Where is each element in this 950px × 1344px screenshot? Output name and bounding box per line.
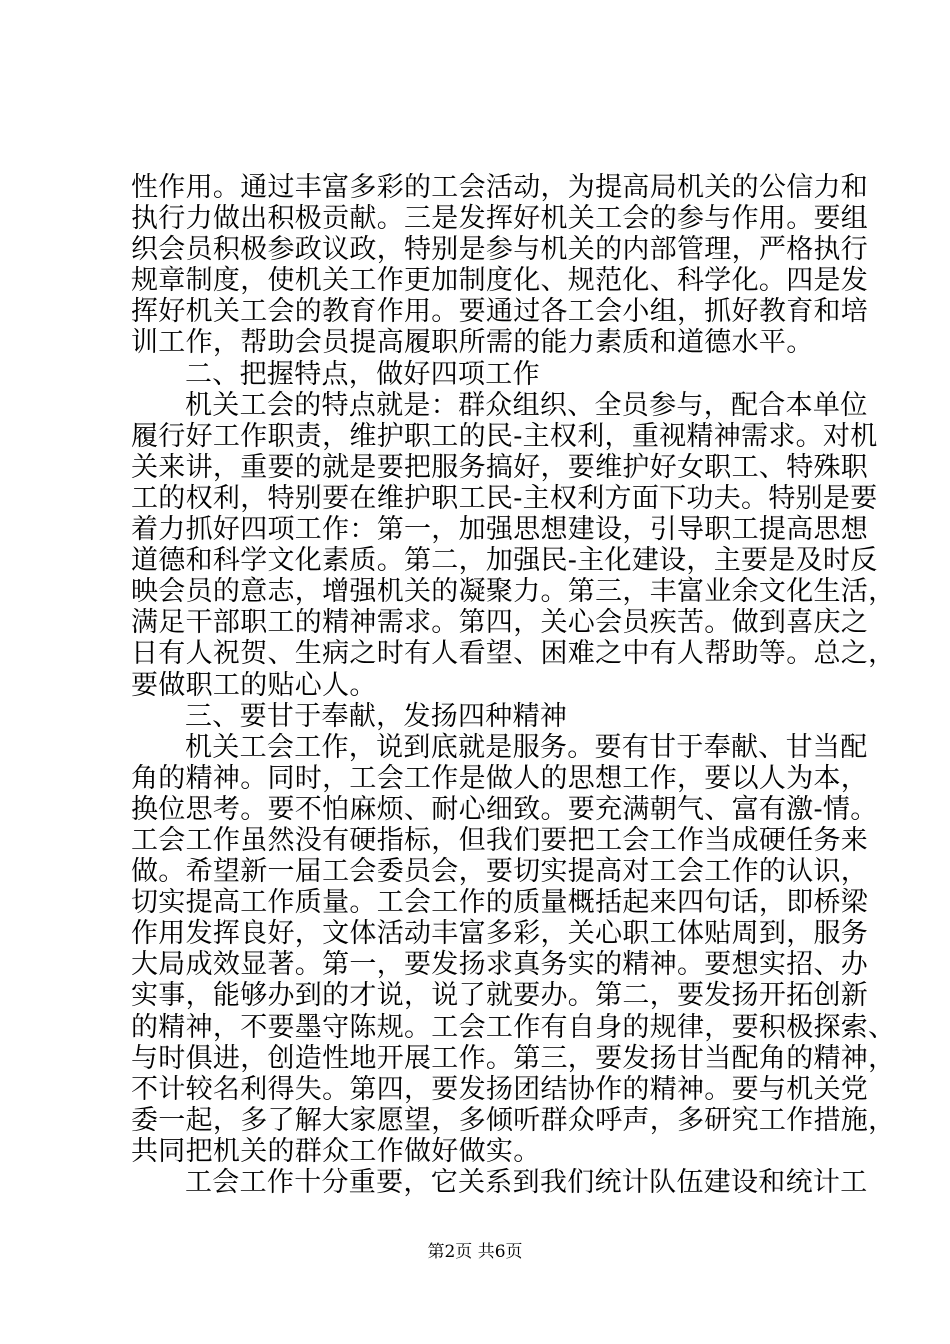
text-line: 道德和科学文化素质。第二，加强民-主化建设，主要是及时反 bbox=[131, 545, 878, 577]
text-line: 二、把握特点，做好四项工作 bbox=[185, 358, 540, 390]
text-line: 性作用。通过丰富多彩的工会活动，为提高局机关的公信力和 bbox=[131, 172, 869, 203]
text-line: 履行好工作职责，维护职工的民-主权利，重视精神需求。对机 bbox=[131, 420, 878, 452]
text-line: 做。希望新一届工会委员会，要切实提高对工会工作的认识， bbox=[131, 856, 869, 888]
text-line: 切实提高工作质量。工会工作的质量概括起来四句话，即桥梁 bbox=[131, 887, 869, 919]
text-line: 工的权利，特别要在维护职工民-主权利方面下功夫。特别是要 bbox=[131, 482, 878, 514]
text-line: 换位思考。要不怕麻烦、耐心细致。要充满朝气、富有激-情。 bbox=[131, 793, 878, 825]
text-line: 与时俱进，创造性地开展工作。第三，要发扬甘当配角的精神， bbox=[131, 1042, 896, 1074]
text-line: 大局成效显著。第一，要发扬求真务实的精神。要想实招、办 bbox=[131, 949, 869, 981]
text-line: 工会工作十分重要，它关系到我们统计队伍建设和统计工 bbox=[185, 1167, 868, 1198]
text-line: 机关工会工作，说到底就是服务。要有甘于奉献、甘当配 bbox=[185, 731, 868, 763]
text-line: 工会工作虽然没有硬指标，但我们要把工会工作当成硬任务来 bbox=[131, 824, 869, 856]
text-line: 委一起，多了解大家愿望，多倾听群众呼声，多研究工作措施， bbox=[131, 1104, 896, 1136]
text-line: 着力抓好四项工作：第一，加强思想建设，引导职工提高思想 bbox=[131, 514, 869, 546]
text-line: 共同把机关的群众工作做好做实。 bbox=[131, 1135, 541, 1167]
text-line: 角的精神。同时，工会工作是做人的思想工作，要以人为本， bbox=[131, 762, 869, 794]
text-line: 织会员积极参政议政，特别是参与机关的内部管理，严格执行 bbox=[131, 234, 869, 266]
text-line: 规章制度，使机关工作更加制度化、规范化、科学化。四是发 bbox=[131, 265, 869, 297]
text-line: 训工作，帮助会员提高履职所需的能力素质和道德水平。 bbox=[131, 327, 814, 359]
text-line: 映会员的意志，增强机关的凝聚力。第三，丰富业余文化生活， bbox=[131, 576, 896, 608]
text-line: 满足干部职工的精神需求。第四，关心会员疾苦。做到喜庆之 bbox=[131, 607, 869, 639]
page-number-label: 第2页 共6页 bbox=[427, 1242, 523, 1262]
document-body bbox=[131, 172, 896, 1198]
text-line: 挥好机关工会的教育作用。要通过各工会小组，抓好教育和培 bbox=[131, 296, 869, 328]
text-line: 机关工会的特点就是：群众组织、全员参与，配合本单位 bbox=[185, 389, 868, 421]
text-line: 要做职工的贴心人。 bbox=[131, 669, 377, 701]
text-line: 关来讲，重要的就是要把服务搞好，要维护好女职工、特殊职 bbox=[131, 451, 869, 483]
text-line: 不计较名利得失。第四，要发扬团结协作的精神。要与机关党 bbox=[131, 1073, 869, 1105]
page-footer bbox=[0, 1241, 950, 1263]
text-line: 的精神，不要墨守陈规。工会工作有自身的规律，要积极探索、 bbox=[131, 1011, 896, 1043]
text-line: 执行力做出积极贡献。三是发挥好机关工会的参与作用。要组 bbox=[131, 203, 869, 235]
text-line: 日有人祝贺、生病之时有人看望、困难之中有人帮助等。总之， bbox=[131, 638, 896, 670]
text-line: 三、要甘于奉献，发扬四种精神 bbox=[185, 700, 568, 732]
text-line: 作用发挥良好，文体活动丰富多彩，关心职工体贴周到，服务 bbox=[131, 918, 869, 950]
text-line: 实事，能够办到的才说，说了就要办。第二，要发扬开拓创新 bbox=[131, 980, 869, 1012]
